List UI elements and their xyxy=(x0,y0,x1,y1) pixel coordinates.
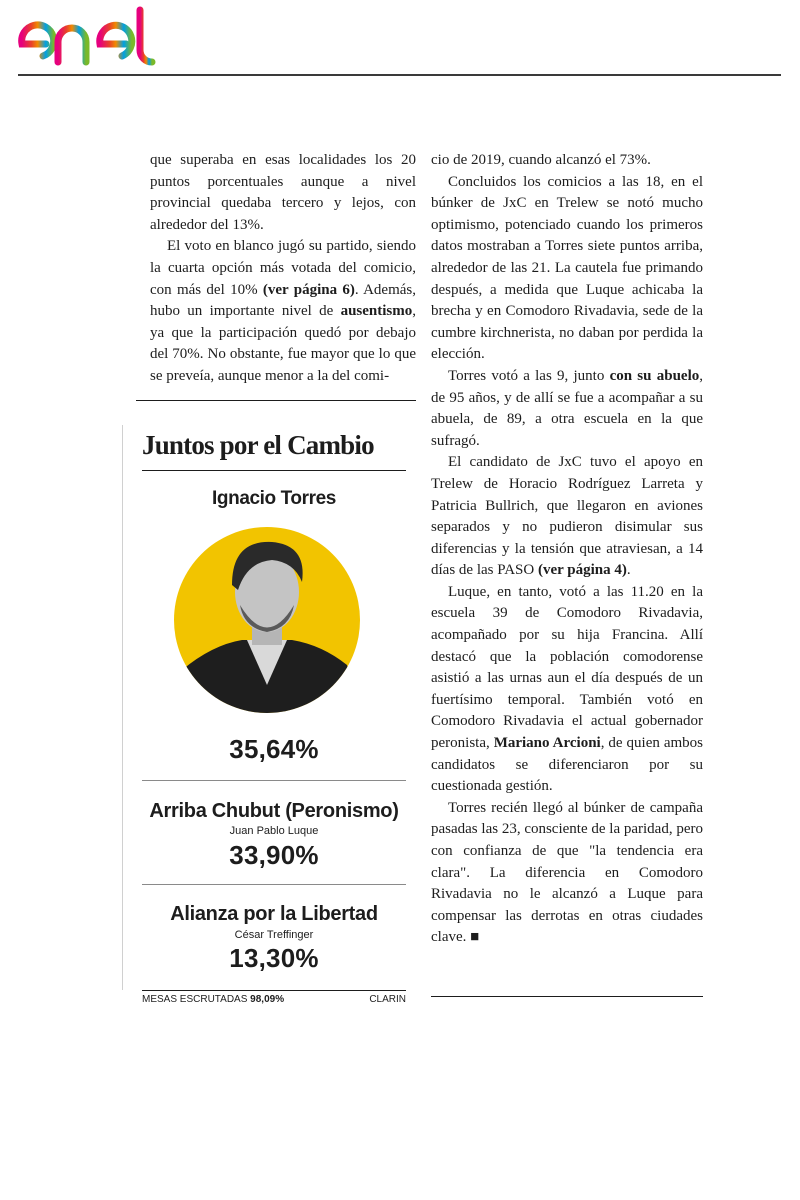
second-candidate: Juan Pablo Luque xyxy=(229,825,319,837)
paragraph: El voto en blanco jugó su partido, siendo la cuarta opción más votada del comicio, con más del 10% (ver página 6). Además, hubo un importante nivel de ausentismo, ya que la participación quedó por debajo del 70%. No obstante, fue mayor que lo que se preveía, aunque menor a la del comi- xyxy=(150,238,416,384)
enel-logo xyxy=(18,6,188,68)
candidate-portrait xyxy=(172,520,362,720)
tally-label-group: MESAS ESCRUTADAS 98,09% xyxy=(142,994,285,1005)
second-percent: 33,90% xyxy=(229,840,319,870)
third-candidate: César Treffinger xyxy=(234,929,314,941)
second-party: Arriba Chubut (Peronismo) xyxy=(149,800,399,822)
paragraph: Luque, en tanto, votó a las 11.20 en la escuela 39 de Comodoro Rivadavia, acompañado por su hija Francina. Allí destacó que la población comodorense asistió a las urnas aun el día después de un fuertísimo temporal. También votó en Comodoro Rivadavia el actual gobernador peronista, Mariano Arcioni, de quien ambos candidatos se diferenciaron por su cuestionada gestión. xyxy=(431,583,703,795)
paragraph: Torres votó a las 9, junto con su abuelo, de 95 años, y de allí se fue a acompañar a su abuela, de 89, a otra escuela en la que sufragó. xyxy=(431,367,703,449)
paragraph: El candidato de JxC tuvo el apoyo en Trelew de Horacio Rodríguez Larreta y Patricia Bullrich, que llegaron en aviones separados y no pudieron disimular sus diferencias y la tensión que atraviesan, a 14 días de las PASO (ver página 4). xyxy=(431,454,703,579)
article-column-left xyxy=(150,150,416,396)
third-percent: 13,30% xyxy=(229,943,319,973)
third-party: Alianza por la Libertad xyxy=(170,903,378,925)
paragraph: cio de 2019, cuando alcanzó el 73%. xyxy=(431,152,651,168)
winner-percent: 35,64% xyxy=(229,734,319,764)
column-end-rule xyxy=(431,996,703,997)
paragraph: Torres recién llegó al búnker de campaña pasadas las 23, consciente de la paridad, pero con confianza de que "la tendencia era clara". La diferencia en Comodoro Rivadavia no le alcanzó a Luque para compensar las derrotas en otras ciudades clave. ■ xyxy=(431,799,703,946)
box-top-rule xyxy=(136,400,416,401)
divider xyxy=(142,884,406,885)
tally-value: 98,09% xyxy=(250,994,285,1005)
title-rule xyxy=(142,470,406,471)
box-side-rule xyxy=(122,425,123,990)
divider xyxy=(142,780,406,781)
results-footer xyxy=(142,994,406,1005)
source-credit: CLARIN xyxy=(369,994,406,1005)
header-rule xyxy=(18,74,781,76)
winner-party: Juntos por el Cambio xyxy=(142,430,374,460)
winner-candidate: Ignacio Torres xyxy=(212,488,336,509)
paragraph: que superaba en esas localidades los 20 puntos porcentuales aunque a nivel provincial quedaba tercero y lejos, con alrededor del 13%. xyxy=(150,152,416,233)
end-mark: ■ xyxy=(470,929,480,946)
paragraph: Concluidos los comicios a las 18, en el búnker de JxC en Trelew se notó mucho optimismo, potenciado cuando los primeros datos mostraban a Torres siete puntos arriba, alrededor de las 21. La cautela fue primando después, a medida que Luque achicaba la brecha y en Comodoro Rivadavia, sede de la cumbre kirchnerista, no daban por perdida la elección. xyxy=(431,173,703,363)
article-column-right xyxy=(431,150,703,949)
footer-rule xyxy=(142,990,406,991)
